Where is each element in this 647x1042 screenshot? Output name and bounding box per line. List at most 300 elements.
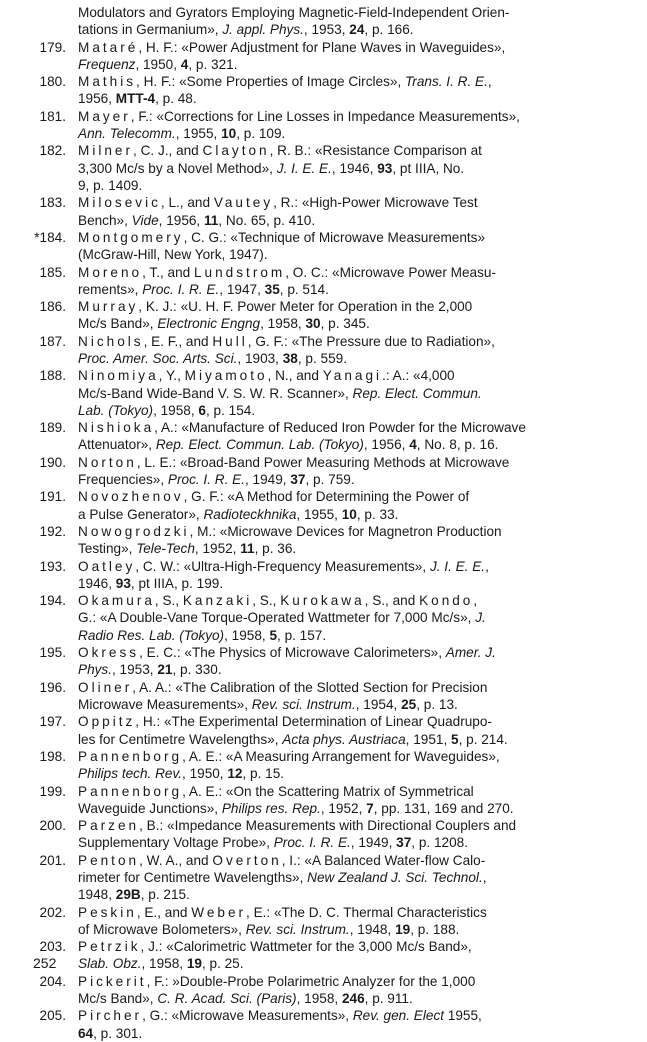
citation-text: , C. G.: «Technique of Microwave Measurements» <box>183 229 486 245</box>
reference-text <box>78 454 605 488</box>
reference-text <box>78 333 605 367</box>
author-name: Okress <box>78 645 140 661</box>
volume-number: 12 <box>227 766 243 782</box>
reference-number: 180. <box>39 74 66 90</box>
volume-number: 21 <box>157 662 173 678</box>
citation-text: , 1953, <box>112 662 158 678</box>
reference-line <box>78 523 605 540</box>
volume-number: 246 <box>341 991 365 1006</box>
citation-text: 9, p. 1409. <box>78 177 143 193</box>
citation-text: (McGraw-Hill, New York, 1947). <box>78 247 268 263</box>
author-name: Montgomery <box>78 229 184 245</box>
reference-line <box>78 194 605 211</box>
reference-line <box>78 108 605 125</box>
citation-text: , G. F.: «The Pressure due to Radiation», <box>247 333 495 349</box>
volume-number: 37 <box>396 835 412 851</box>
reference-line <box>78 264 605 281</box>
citation-text: , A.: «Manufacture of Reduced Iron Powder for the Microwave <box>154 420 526 436</box>
page-number: 252 <box>33 955 57 971</box>
reference-number: 179. <box>39 39 66 55</box>
reference-entry <box>0 558 647 593</box>
citation-text: , T., and <box>142 264 194 280</box>
citation-text: , 1955, <box>175 126 222 141</box>
reference-line <box>78 281 605 298</box>
reference-text <box>78 783 605 817</box>
volume-number: 11 <box>204 212 219 228</box>
citation-text: Testing», <box>78 541 137 557</box>
citation-text: , B.: «Impedance Measurements with Directional Couplers and <box>139 818 517 834</box>
citation-text: , p. 759. <box>305 472 355 487</box>
reference-text <box>78 4 605 38</box>
reference-line <box>78 731 605 748</box>
citation-text: , 1953, <box>303 22 350 38</box>
citation-text: rements», <box>78 281 143 297</box>
reference-text <box>78 142 605 194</box>
citation-text: , p. 215. <box>140 887 190 903</box>
citation-text: , R. B.: «Resistance Comparison at <box>269 143 482 159</box>
reference-text <box>78 852 605 904</box>
reference-entry <box>0 454 647 489</box>
reference-line <box>78 367 605 384</box>
reference-entry <box>0 488 647 523</box>
reference-number: 203. <box>39 939 66 955</box>
reference-text <box>78 229 605 263</box>
journal-title: Proc. I. R. E. <box>167 472 245 487</box>
reference-line <box>78 488 605 505</box>
citation-text: , 1952, <box>194 541 241 557</box>
reference-text <box>78 592 605 644</box>
reference-number: 201. <box>39 852 66 868</box>
volume-number: 7 <box>366 800 374 816</box>
volume-number: 30 <box>305 316 321 332</box>
reference-text <box>78 938 605 972</box>
reference-line <box>78 800 605 817</box>
citation-text: , p. 911. <box>364 991 413 1006</box>
citation-text: , A. E.: «A Measuring Arrangement for Waveguides», <box>182 748 500 764</box>
reference-line <box>78 160 605 177</box>
reference-line <box>78 886 605 903</box>
citation-text: , E. C.: «The Physics of Microwave Calorimeters», <box>139 645 446 661</box>
reference-line <box>78 125 605 142</box>
reference-line <box>78 973 605 990</box>
volume-number: 24 <box>349 22 365 38</box>
citation-text: , K. J.: «U. H. F. Power Meter for Operation in the 2,000 <box>138 299 473 315</box>
reference-entry <box>0 142 647 194</box>
reference-text <box>78 713 605 747</box>
reference-line <box>78 627 605 644</box>
reference-entry <box>0 973 647 1008</box>
author-name: Overton <box>212 852 282 868</box>
citation-text: Frequencies», <box>78 472 168 487</box>
volume-number: 5 <box>269 627 278 643</box>
reference-text <box>78 39 605 73</box>
citation-text: , R.: «High-Power Microwave Test <box>273 195 478 211</box>
citation-text: , 1958, <box>141 956 187 972</box>
citation-text: , H. F.: «Power Adjustment for Plane Waves in Waveguides», <box>138 39 506 55</box>
citation-text: , M.: «Microwave Devices for Magnetron Production <box>189 524 502 539</box>
citation-text: , 1955, <box>296 506 342 522</box>
citation-text: Bench», <box>78 212 132 228</box>
author-name: Ninomiya <box>78 368 159 384</box>
citation-text: , 1950, <box>135 56 181 72</box>
citation-text: , 1958, <box>153 402 199 418</box>
journal-title: Rep. Elect. Commun. Lab. (Tokyo) <box>155 437 364 453</box>
author-name: Pircher <box>78 1008 143 1024</box>
author-name: Hull <box>212 333 248 349</box>
citation-text: , S., <box>154 593 183 609</box>
reference-number: 187. <box>39 333 66 349</box>
reference-line <box>78 679 605 696</box>
reference-entry <box>0 679 647 714</box>
journal-title: Slab. Obz. <box>78 956 142 972</box>
journal-title: Radio Res. Lab. (Tokyo) <box>78 627 225 643</box>
citation-text: , p. 1208. <box>411 835 468 851</box>
reference-text <box>78 194 605 228</box>
reference-text <box>78 419 605 453</box>
reference-line <box>78 246 605 263</box>
author-name: Kanzaki <box>182 593 253 609</box>
author-name: Okamura <box>78 593 155 609</box>
citation-text: Mc/s Band», <box>78 991 158 1006</box>
citation-text: , G. F.: «A Method for Determining the Power of <box>183 489 470 505</box>
citation-text: , p. 345. <box>320 316 370 332</box>
reference-line <box>78 661 605 678</box>
citation-text: , p. 321. <box>188 56 238 72</box>
citation-text: , pp. 131, 169 and 270. <box>373 800 514 816</box>
reference-line <box>78 56 605 73</box>
journal-title: J. appl. Phys. <box>222 22 304 38</box>
journal-title: Frequenz <box>78 56 136 72</box>
reference-entry <box>0 904 647 939</box>
reference-text <box>78 644 605 678</box>
reference-line <box>78 904 605 921</box>
reference-text <box>78 558 605 592</box>
citation-text: , 1948, <box>349 921 396 937</box>
citation-text: , S., <box>252 593 281 609</box>
author-name: Mayer <box>78 108 131 124</box>
journal-title: Tele-Tech <box>136 541 195 557</box>
author-name: Pannenborg <box>78 748 183 764</box>
journal-title: J. I. E. E. <box>429 558 486 574</box>
journal-title: Proc. Amer. Soc. Arts. Sci. <box>78 350 238 366</box>
citation-text: , H.: «The Experimental Determination of Linear Quadrupo- <box>135 714 492 730</box>
author-name: Kurokawa <box>280 593 365 609</box>
journal-title: Proc. I. R. E. <box>273 835 351 851</box>
reference-text <box>78 817 605 851</box>
reference-text <box>78 264 605 298</box>
author-name: Nishioka <box>78 420 155 436</box>
reference-line <box>78 212 605 229</box>
volume-number: 64 <box>78 1025 94 1041</box>
volume-number: 93 <box>377 160 393 176</box>
citation-text: , J.: «Calorimetric Wattmeter for the 3,000 Mc/s Band», <box>140 939 472 955</box>
reference-text <box>78 488 605 522</box>
reference-line <box>78 1007 605 1024</box>
reference-entry <box>0 333 647 368</box>
reference-entry <box>0 852 647 904</box>
citation-text: , 1952, <box>320 800 367 816</box>
reference-text <box>78 367 605 419</box>
reference-text <box>78 748 605 782</box>
citation-text: , 1949, <box>350 835 397 851</box>
citation-text: , p. 15. <box>242 766 285 782</box>
author-name: Peskin <box>78 904 137 920</box>
citation-text: , W. A., and <box>139 852 213 868</box>
citation-text: rimeter for Centimetre Wavelengths», <box>78 869 308 885</box>
reference-line <box>78 558 605 575</box>
volume-number: 19 <box>186 956 202 972</box>
journal-title: Amer. J. <box>445 645 496 661</box>
citation-text: , pt IIIA, No. <box>392 160 465 176</box>
reference-text <box>78 298 605 332</box>
journal-title: J. I. E. E. <box>276 160 332 176</box>
reference-text <box>78 73 605 107</box>
reference-text <box>78 973 605 1007</box>
citation-text: tations in Germanium», <box>78 22 223 38</box>
citation-text: , <box>487 74 492 90</box>
journal-title: Rep. Elect. Commun. <box>352 385 482 401</box>
author-name: Mataré <box>78 39 139 55</box>
author-name: Murray <box>78 299 139 315</box>
author-name: Kondo <box>419 593 474 609</box>
volume-number: 6 <box>198 402 206 418</box>
volume-number: MTT-4 <box>115 91 156 107</box>
citation-text: , 1951, <box>405 731 452 747</box>
reference-entry <box>0 298 647 333</box>
citation-text: les for Centimetre Wavelengths», <box>78 731 283 747</box>
citation-text: , No. 65, p. 410. <box>218 212 316 228</box>
reference-line <box>78 540 605 557</box>
citation-text: 1955, <box>444 1008 482 1024</box>
citation-text: , <box>482 869 487 885</box>
citation-text: .: A.: «4,000 <box>382 368 455 384</box>
reference-line <box>78 575 605 592</box>
citation-text: , E. F., and <box>143 333 213 349</box>
citation-text: 3,300 Mc/s by a Novel Method», <box>78 160 277 176</box>
reference-line <box>78 748 605 765</box>
reference-line <box>78 713 605 730</box>
citation-text: , p. 514. <box>279 281 329 297</box>
author-name: Oppitz <box>78 714 136 730</box>
citation-text: , 1958, <box>224 627 270 643</box>
reference-line <box>78 315 605 332</box>
reference-number: 192. <box>39 524 66 539</box>
reference-text <box>78 679 605 713</box>
journal-title: Rev. sci. Instrum. <box>251 696 356 712</box>
volume-number: 35 <box>264 281 280 297</box>
reference-line <box>78 765 605 782</box>
reference-line <box>78 1025 605 1042</box>
author-name: Parzen <box>78 818 140 834</box>
citation-text: , p. 301. <box>93 1025 143 1041</box>
journal-title: Lab. (Tokyo) <box>78 402 154 418</box>
author-name: Weber <box>191 904 247 920</box>
volume-number: 4 <box>409 437 417 453</box>
citation-text: G.: «A Double-Vane Torque-Operated Wattmeter for 7,000 Mc/s», <box>78 610 476 626</box>
author-name: Mathis <box>78 74 137 90</box>
citation-text: a Pulse Generator», <box>78 506 204 522</box>
reference-line <box>78 90 605 107</box>
journal-title: Trans. I. R. E. <box>405 74 488 90</box>
reference-entry <box>0 1007 647 1042</box>
journal-title: Proc. I. R. E. <box>142 281 220 297</box>
journal-title: Electronic Engng <box>157 316 261 332</box>
reference-entry <box>0 4 647 39</box>
reference-number: 182. <box>39 143 66 159</box>
volume-number: 4 <box>180 56 189 72</box>
citation-text: , L. E.: «Broad-Band Power Measuring Methods at Microwave <box>136 454 510 470</box>
volume-number: 38 <box>282 350 298 366</box>
citation-text: Attenuator», <box>78 437 156 453</box>
reference-number: 204. <box>39 973 66 989</box>
citation-text: , Y., <box>158 368 185 384</box>
volume-number: 10 <box>221 126 237 141</box>
reference-number: *184. <box>34 229 66 245</box>
journal-title: Acta phys. Austriaca <box>282 731 406 747</box>
citation-text: , p. 214. <box>458 731 508 747</box>
reference-entry <box>0 194 647 229</box>
author-name: Norton <box>78 454 137 470</box>
citation-text: of Microwave Bolometers», <box>78 921 246 937</box>
citation-text: , p. 559. <box>297 350 347 366</box>
citation-text: , 1954, <box>355 696 402 712</box>
citation-text: , S., and <box>364 593 420 609</box>
journal-title: Vide <box>131 212 159 228</box>
journal-title: Philips tech. Rev. <box>78 766 183 782</box>
reference-number: 198. <box>39 748 66 764</box>
citation-text: Mc/s Band», <box>78 316 158 332</box>
citation-text: 1946, <box>78 575 116 591</box>
reference-number: 189. <box>39 420 66 436</box>
reference-line <box>78 938 605 955</box>
citation-text: , 1947, <box>219 281 265 297</box>
citation-text: , p. 48. <box>155 91 197 107</box>
citation-text: , H. F.: «Some Properties of Image Circles», <box>136 74 406 90</box>
reference-line <box>78 177 605 194</box>
author-name: Oliner <box>78 679 133 695</box>
author-name: Oatley <box>78 558 136 574</box>
reference-number: 195. <box>39 645 66 661</box>
journal-title: J. <box>475 610 486 626</box>
citation-text: Mc/s-Band Wide-Band V. S. W. R. Scanner», <box>78 385 353 401</box>
author-name: Yanagi <box>322 368 383 384</box>
reference-text <box>78 523 605 557</box>
citation-text: , N., and <box>267 368 323 384</box>
reference-line <box>78 834 605 851</box>
citation-text: , p. 109. <box>236 126 286 141</box>
journal-title: C. R. Acad. Sci. (Paris) <box>157 991 297 1006</box>
reference-number: 196. <box>39 679 66 695</box>
reference-line <box>78 39 605 56</box>
reference-entry <box>0 783 647 818</box>
citation-text: , L., and <box>160 195 214 211</box>
reference-entry <box>0 748 647 783</box>
reference-entry <box>0 592 647 644</box>
citation-text: , No. 8, p. 16. <box>416 437 499 453</box>
reference-number: 181. <box>39 108 66 124</box>
reference-entry <box>0 523 647 558</box>
citation-text: , F.: »Double-Probe Polarimetric Analyzer for the 1,000 <box>146 973 476 989</box>
reference-line <box>78 229 605 246</box>
reference-number: 191. <box>39 489 66 505</box>
reference-entry <box>0 108 647 143</box>
reference-entry <box>0 39 647 74</box>
reference-number: 188. <box>39 368 66 384</box>
reference-entry <box>0 229 647 264</box>
author-name: Nichols <box>78 333 144 349</box>
reference-line <box>78 921 605 938</box>
reference-entry <box>0 367 647 419</box>
citation-text: , p. 33. <box>356 506 399 522</box>
reference-line <box>78 592 605 609</box>
reference-line <box>78 869 605 886</box>
reference-number: 185. <box>39 264 66 280</box>
reference-number: 190. <box>39 454 66 470</box>
reference-line <box>78 402 605 419</box>
citation-text: , p. 188. <box>410 921 460 937</box>
journal-title: New Zealand J. Sci. Technol. <box>307 869 483 885</box>
reference-line <box>78 436 605 453</box>
reference-entry <box>0 938 647 973</box>
citation-text: , p. 330. <box>172 662 222 678</box>
author-name: Pannenborg <box>78 783 183 799</box>
citation-text: , 1946, <box>331 160 378 176</box>
citation-text: , E.: «The D. C. Thermal Characteristics <box>246 904 487 920</box>
citation-text: , I.: «A Balanced Water-flow Calo- <box>281 852 486 868</box>
reference-line <box>78 852 605 869</box>
reference-line <box>78 644 605 661</box>
citation-text: Waveguide Junctions», <box>78 800 222 816</box>
volume-number: 11 <box>240 541 255 557</box>
citation-text: , C. W.: «Ultra-High-Frequency Measurements», <box>135 558 430 574</box>
citation-text: , 1956, <box>363 437 410 453</box>
citation-text: , p. 154. <box>205 402 256 418</box>
volume-number: 37 <box>290 472 306 487</box>
citation-text: , F.: «Corrections for Line Losses in Impedance Measurements», <box>130 108 520 124</box>
author-name: Pickerit <box>78 973 147 989</box>
citation-text: 1956, <box>78 91 116 107</box>
reference-number: 199. <box>39 783 66 799</box>
reference-entry <box>0 713 647 748</box>
author-name: Nowogrodzki <box>78 524 190 539</box>
reference-line <box>78 471 605 488</box>
reference-text <box>78 904 605 938</box>
citation-text: , G.: «Microwave Measurements», <box>142 1008 353 1024</box>
reference-line <box>78 817 605 834</box>
reference-number: 200. <box>39 818 66 834</box>
volume-number: 93 <box>115 575 131 591</box>
volume-number: 25 <box>401 696 417 712</box>
reference-line <box>78 21 605 38</box>
reference-entry <box>0 817 647 852</box>
reference-number: 202. <box>39 904 66 920</box>
journal-title: Phys. <box>78 662 112 678</box>
citation-text: , p. 13. <box>416 696 458 712</box>
reference-line <box>78 955 605 972</box>
journal-title: Rev. sci. Instrum. <box>245 921 350 937</box>
reference-line <box>78 385 605 402</box>
author-name: Novozhenov <box>78 489 184 505</box>
citation-text: , O. C.: «Microwave Power Measu- <box>285 264 496 280</box>
reference-line <box>78 609 605 626</box>
reference-text <box>78 108 605 142</box>
volume-number: 29B <box>115 887 141 903</box>
volume-number: 19 <box>395 921 411 937</box>
citation-text: , 1956, <box>158 212 204 228</box>
reference-line <box>78 783 605 800</box>
reference-line <box>78 454 605 471</box>
citation-text: , 1950, <box>182 766 228 782</box>
